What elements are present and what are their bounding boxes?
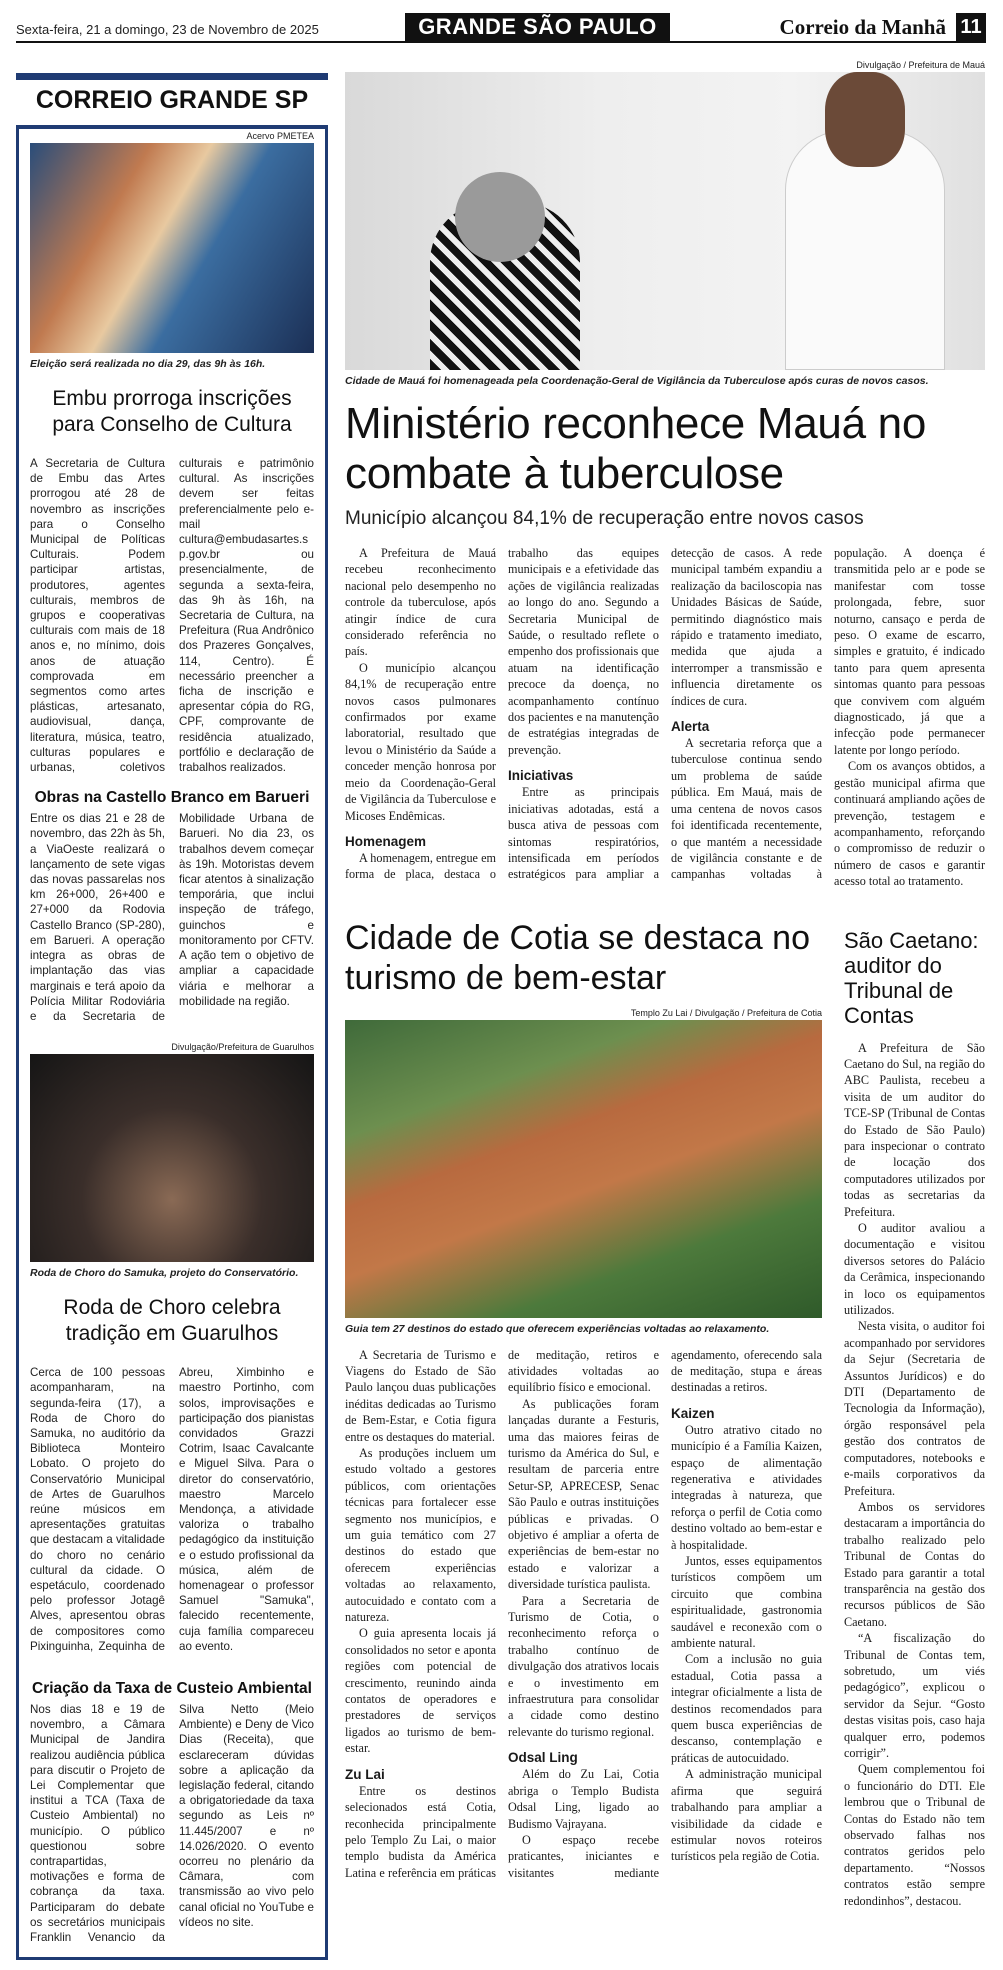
subheading: Alerta: [671, 719, 710, 735]
paragraph: Para a Secretaria de Turismo de Cotia, o reconhecimento reforça o trabalho contínuo de divulgação dos atrativos locais e o investimento em infraestrutura para consolidar a cidade como destino relevante do turismo regional.: [508, 1593, 659, 1739]
paragraph: As produções incluem um estudo voltado a gestores públicos, com orientações técnicas para fortalecer esse segmento nos municípios, e um guia temático com 27 destinos do estado que oferecem experiências voltadas ao relaxamento, autocuidado e contato com a natureza.: [345, 1445, 496, 1625]
section-title: GRANDE SÃO PAULO: [405, 13, 670, 41]
paragraph: O município alcançou 84,1% de recuperação entre novos casos pulmonares confirmados por exame laboratorial, resultado que levou o Ministério da Saúde a conceder menção honrosa por meio da Coordenação-Geral de Vigilância da Tuberculose e Micoses Endêmicas.: [345, 660, 496, 823]
photo-credit: Divulgação/Prefeitura de Guarulhos: [171, 1042, 314, 1053]
paragraph: O auditor avaliou a documentação e visitou diversos setores do Palácio da Cerâmica, inspecionando in loco os equipamentos utilizados.: [844, 1221, 985, 1318]
paragraph: Quem complementou foi o funcionário do DTI. Ele lembrou que o Tribunal de Contas do Estado não tem observado falhas nos contratos geridos pelo departamento. “Nossos contratos estão sempre redondinhos”, destacou.: [844, 1762, 985, 1908]
paragraph: A Prefeitura de Mauá recebeu reconhecimento nacional pelo desempenho no controle da tuberculose, após atingir índice de cura considerado referência no país.: [345, 546, 496, 659]
subheading: Zu Lai: [345, 1766, 385, 1782]
paragraph: As publicações foram lançadas durante a Festuris, uma das maiores feiras de turismo da América do Sul, e resultam de parceria entre Setur-SP, APRECESP, Senac São Paulo e outras instituições públicas e privadas. O objetivo é ampliar a oferta de experiências de bem-estar no estado e valorizar a diversidade turística paulista.: [508, 1396, 659, 1592]
main-area: [345, 60, 985, 1960]
paragraph: Com a inclusão no guia estadual, Cotia passa a integrar oficialmente a lista de destinos recomendados para quem busca experiências de descanso, contemplação e práticas de autocuidado.: [671, 1652, 822, 1765]
temple-aerial-photo: [345, 1020, 822, 1318]
sao-caetano-article: [844, 918, 985, 1910]
article-headline: Obras na Castello Branco em Barueri: [34, 789, 310, 807]
photo-caption: Roda de Choro do Samuka, projeto do Conservatório.: [30, 1267, 299, 1280]
sidebar-accent-bar: [16, 73, 328, 80]
paragraph: Cerca de 100 pessoas acompanharam, na segunda-feira (17), a Roda de Choro do Samuka, no auditório da Biblioteca Monteiro Lobato. O projeto do Conservatório Municipal de Artes de Guarulhos reúne músicos em apresentações gratuitas que destacam a vitalidade do choro no cenário cultural da cidade. O espetáculo, coordenado pelo professor Jotagê Alves, apresentou obras de compositores como Pixinguinha, Zequinha de Abreu, Ximbinho e maestro Portinho, com solos, improvisações e participação dos pianistas convidados Grazzi Cotrim, Isaac Cavalcante e Miguel Silva. Para o diretor do conservatório, maestro Marcelo Mendonça, a atividade valoriza o trabalho pedagógico da instituição e o estudo profissional da música, além de homenagear o professor Samuel "Samuka", falecido recentemente, cuja família compareceu ao evento.: [30, 1366, 314, 1653]
article-body: [345, 545, 985, 890]
article-body: [345, 1347, 822, 1882]
subheading: Odsal Ling: [508, 1750, 578, 1766]
article-headline: São Caetano: auditor do Tribunal de Contas: [844, 927, 979, 1028]
paragraph: A Secretaria de Cultura de Embu das Artes prorrogou até 28 de novembro as inscrições para o Conselho Municipal de Políticas Culturais. Podem participar artistas, produtores, agentes culturais, membros de grupos e cooperativas culturais com mais de 18 anos e, no mínimo, dois anos de atuação comprovada em segmentos como artes plásticas, artesanato, audiovisual, dança, literatura, música, teatro, culturas populares e urbanas, coletivos culturais e patrimônio cultural. As inscrições devem ser feitas preferencialmente pelo e-mail cultura@embudasartes.sp.gov.br ou presencialmente, de segunda a sexta-feira, das 9h às 16h, na Secretaria de Cultura, na Prefeitura (Rua Andrônico dos Prazeres Gonçalves, 114, Centro). É necessário preencher a ficha de inscrição e apresentar cópia do RG, CPF, comprovante de residência atualizado, portfólio e declaração de trabalhos realizados.: [30, 457, 314, 775]
paragraph: Com os avanços obtidos, a gestão municipal afirma que continuará ampliando ações de prevenção, testagem e acompanhamento, reforçando o compromisso de reduzir o número de casos e garantir acesso total ao tratamento.: [834, 759, 985, 889]
article-body: [30, 811, 314, 1024]
cotia-article: [345, 918, 822, 1910]
main-headline: Ministério reconhece Mauá no combate à tuberculose: [345, 399, 927, 498]
paragraph: “A fiscalização do Tribunal de Contas tem, sobretudo, um viés pedagógico”, explicou o servidor da Sejur. “Gosto destas visitas pois, caso haja qualquer erro, podemos corrigir”.: [844, 1631, 985, 1760]
article-headline: Cidade de Cotia se destaca no turismo de bem-estar: [345, 918, 810, 997]
sidebar-title: CORREIO GRANDE SP: [35, 86, 309, 114]
page-number: 11: [956, 13, 986, 41]
photo-caption: Eleição será realizada no dia 29, das 9h às 16h.: [30, 358, 266, 370]
paragraph: Entre as principais iniciativas adotadas, está a busca ativa de pessoas com sintomas respiratórios, intensificada em períodos estratégicos para ampliar a detecção de casos. A rede municipal também expandiu a realização da baciloscopia nas Unidades Básicas de Saúde, permitindo diagnóstico mais rápido e tratamento imediato, medida que ajuda a interromper a transmissão e influencia diretamente os índices de cura.: [508, 546, 822, 882]
article-body: [30, 1365, 314, 1654]
article-body: [30, 456, 314, 775]
article-body: [30, 1702, 314, 1945]
paragraph: O espaço recebe praticantes, iniciantes e visitantes mediante agendamento, oferecendo sala de meditação, stupa e áreas destinadas a retiros.: [508, 1347, 822, 1880]
paragraph: A secretaria reforça que a tuberculose continua sendo um problema de saúde pública. Em Mauá, mais de uma centena de novos casos foi identificada recentemente, o que mantém a necessidade de vigilância constante e de campanhas voltadas à população. A doença é transmitida pelo ar e pode se manifestar com tosse prolongada, febre, suor noturno, cansaço e perda de peso. O exame de escarro, simples e gratuito, é indicado tanto para quem apresenta sintomas quanto para pessoas que convivem com alguém diagnosticado, já que a infecção pode permanecer latente por longo período.: [671, 546, 985, 882]
paragraph: A Prefeitura de São Caetano do Sul, na região do ABC Paulista, recebeu a visita de um auditor do TCE-SP (Tribunal de Contas do Estado de São Paulo) para inspecionar o contrato de locação dos computadores utilizados por todas as secretarias da Prefeitura.: [844, 1040, 985, 1219]
subheading: Kaizen: [671, 1405, 715, 1421]
subheading: Iniciativas: [508, 768, 574, 784]
paragraph: A Secretaria de Turismo e Viagens do Estado de São Paulo lançou duas publicações inéditas dedicadas ao Turismo de Bem-Estar, e Cotia figura entre os destaques do material.: [345, 1347, 496, 1444]
paragraph: Além do Zu Lai, Cotia abriga o Templo Budista Odsal Ling, ligado ao Budismo Vajrayana.: [508, 1767, 659, 1831]
paragraph: Nos dias 18 e 19 de novembro, a Câmara Municipal de Jandira realizou audiência pública para discutir o Projeto de Lei Complementar que institui a TCA (Taxa de Custeio Ambiental) no município. O público questionou sobre contrapartidas, motivações e forma de cobrança da taxa. Participaram do debate os secretários municipais Franklin Venancio da Silva Netto (Meio Ambiente) e Deny de Vico Dias (Receita), que esclareceram dúvidas sobre a aplicação da legislação federal, citando a obrigatoriedade da taxa segundo as Leis nº 11.445/2007 e nº 14.026/2020. O evento ocorreu no plenário da Câmara, com transmissão ao vivo pelo canal oficial no YouTube e vídeos no site.: [30, 1702, 314, 1945]
main-subtitle: Município alcançou 84,1% de recuperação entre novos casos: [345, 508, 864, 529]
article-body: [844, 1040, 985, 1910]
paragraph: Ambos os servidores destacaram a importância do trabalho realizado pelo Tribunal de Contas do Estado para garantir a total transparência na gestão dos recursos públicos de São Caetano.: [844, 1499, 985, 1629]
article-headline: Embu prorroga inscrições para Conselho de Cultura: [52, 387, 292, 436]
painting-photo: [30, 143, 314, 353]
photo-caption: Guia tem 27 destinos do estado que oferecem experiências voltadas ao relaxamento.: [345, 1322, 770, 1335]
paragraph: Nesta visita, o auditor foi acompanhado por servidores da Sejur (Secretaria de Assuntos Jurídicos) e do DTI (Departamento de Tecnologia da Informação), órgão responsável pela gestão dos contratos de computadores, notebooks e e-mails corporativos da Prefeitura.: [844, 1319, 985, 1498]
paragraph: A administração municipal afirma que seguirá trabalhando para ampliar a visibilidade da cidade e estimular novos roteiros turísticos pela região de Cotia.: [671, 1767, 822, 1864]
article-headline: Criação da Taxa de Custeio Ambiental: [32, 1679, 312, 1697]
paragraph: O guia apresenta locais já consolidados no setor e aponta regiões com potencial de crescimento, reunindo ainda contatos de operadores e prestadores de serviços ligados ao turismo de bem-estar.: [345, 1626, 496, 1756]
paragraph: Entre os dias 21 e 28 de novembro, das 22h às 5h, a ViaOeste realizará o lançamento de sete vigas das novas passarelas nos km 26+000, 26+400 e 27+000 da Rodovia Castello Branco (SP-280), em Barueri. A operação integra as obras de implantação das vias marginais e terá apoio da Polícia Militar Rodoviária e da Secretaria de Mobilidade Urbana de Barueri. No dia 23, os trabalhos devem começar às 19h. Motoristas devem ficar atentos à sinalização temporária, que inclui inspeção de tráfego, guinchos e monitoramento por CFTV. A ação tem o objetivo de ampliar a capacidade viária e melhorar a mobilidade na região.: [30, 812, 314, 1023]
paragraph: Juntos, esses equipamentos turísticos compõem um circuito que combina espiritualidade, gastronomia saudável e reconexão com o ambiente natural.: [671, 1554, 822, 1651]
paragraph: Outro atrativo citado no município é a Família Kaizen, espaço de alimentação regenerativa e atividades integradas à natureza, que reforça o perfil de Cotia como destino voltado ao bem-estar e à hospitalidade.: [671, 1422, 822, 1552]
paragraph: A homenagem, entregue em forma de placa, destaca o trabalho das equipes municipais e a efetividade das ações de vigilância realizadas ao longo do ano. Segundo a Secretaria Municipal de Saúde, o resultado reflete o empenho dos profissionais que atuam na identificação precoce da doença, no acompanhamento contínuo dos pacientes e na manutenção de estratégias integradas de prevenção.: [345, 546, 659, 882]
sidebar-box: [16, 125, 328, 1960]
doctor-patient-photo: [345, 72, 985, 370]
musicians-photo: [30, 1054, 314, 1262]
page-header: [16, 13, 986, 43]
edition-date: Sexta-feira, 21 a domingo, 23 de Novembro de 2025: [16, 22, 319, 37]
photo-caption: Cidade de Mauá foi homenageada pela Coordenação-Geral de Vigilância da Tuberculose após curas de novos casos.: [345, 375, 929, 387]
subheading: Homenagem: [345, 833, 427, 849]
photo-credit: Acervo PMETEA: [246, 131, 314, 141]
sidebar: [16, 60, 328, 1960]
article-headline: Roda de Choro celebra tradição em Guarulhos: [63, 1296, 281, 1346]
photo-credit: Divulgação / Prefeitura de Mauá: [856, 60, 985, 70]
photo-credit: Templo Zu Lai / Divulgação / Prefeitura de Cotia: [630, 1007, 822, 1018]
paragraph: Entre os destinos selecionados está Cotia, reconhecida principalmente pelo Templo Zu Lai, o maior templo budista da América Latina e referência em práticas de meditação, retiros e atividades voltadas ao equilíbrio físico e emocional.: [345, 1347, 659, 1880]
newspaper-logo: Correio da Manhã: [779, 15, 946, 39]
